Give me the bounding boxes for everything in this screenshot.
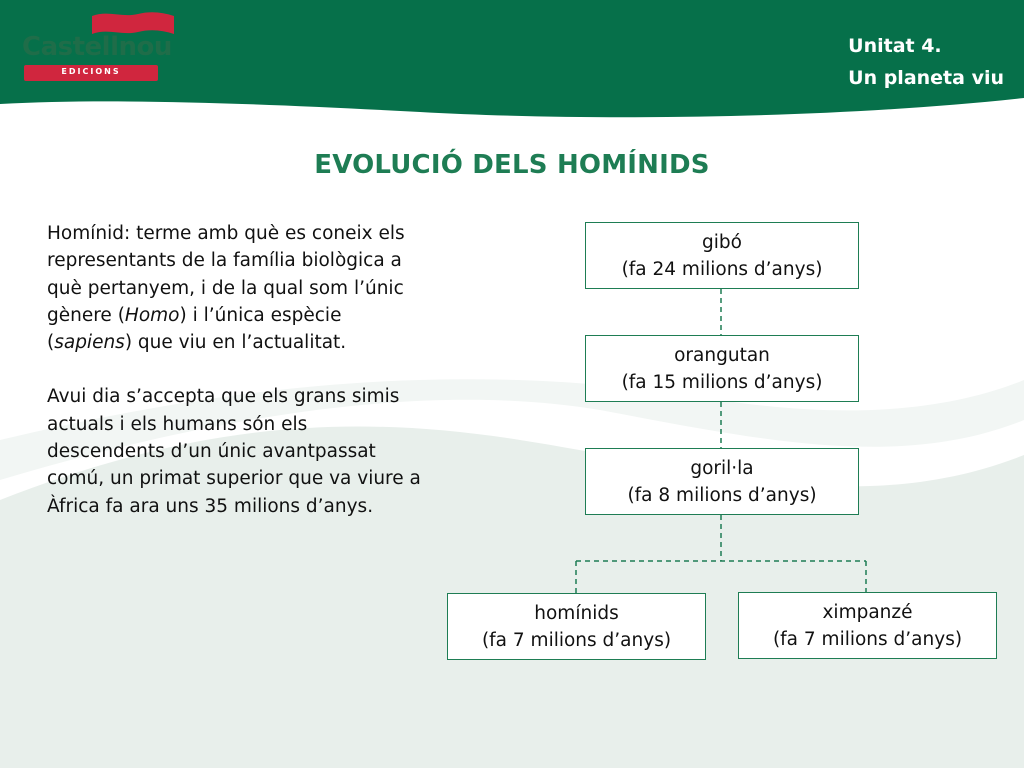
node-gibbon-name: gibó <box>702 232 742 253</box>
node-gorilla <box>585 448 859 515</box>
logo-name: Castellnou <box>22 32 172 62</box>
definition-text-end: ) que viu en l’actualitat. <box>124 332 347 354</box>
node-orangutan-name: orangutan <box>674 345 770 366</box>
slide-title: EVOLUCIÓ DELS HOMÍNIDS <box>314 150 710 180</box>
node-orangutan <box>585 335 859 402</box>
node-chimpanzee-name: ximpanzé <box>822 602 913 623</box>
common-ancestor-paragraph: Avui dia s’accepta que els grans simis actuals i els humans són els descendents d’un únic avantpassat comú, un primat superior que va viure a Àfrica fa ara uns 35 milions d’anys. <box>47 386 421 517</box>
node-orangutan-age: (fa 15 milions d’anys) <box>621 372 823 393</box>
node-hominids <box>447 593 706 660</box>
node-hominids-age: (fa 7 milions d’anys) <box>481 630 672 651</box>
node-chimpanzee-age: (fa 7 milions d’anys) <box>772 629 963 650</box>
genus-homo: Homo <box>124 304 180 326</box>
definition-text-mid: ) i l’única espècie ( <box>47 304 342 354</box>
node-gorilla-age: (fa 8 milions d’anys) <box>627 485 817 506</box>
node-gibbon <box>585 222 859 289</box>
node-hominids-name: homínids <box>534 603 619 624</box>
species-sapiens: sapiens <box>54 332 125 354</box>
node-gorilla-name: goril·la <box>690 458 754 479</box>
definition-text-start: Homínid: terme amb què es coneix els representants de la família biològica a què pertanyem, i de la qual som l’únic gènere ( <box>47 223 405 326</box>
unit-number: Unitat 4. <box>848 35 942 57</box>
logo-subtitle: EDICIONS <box>61 67 121 76</box>
unit-title: Un planeta viu <box>848 67 1004 89</box>
node-gibbon-age: (fa 24 milions d’anys) <box>621 259 823 280</box>
node-chimpanzee <box>738 592 997 659</box>
